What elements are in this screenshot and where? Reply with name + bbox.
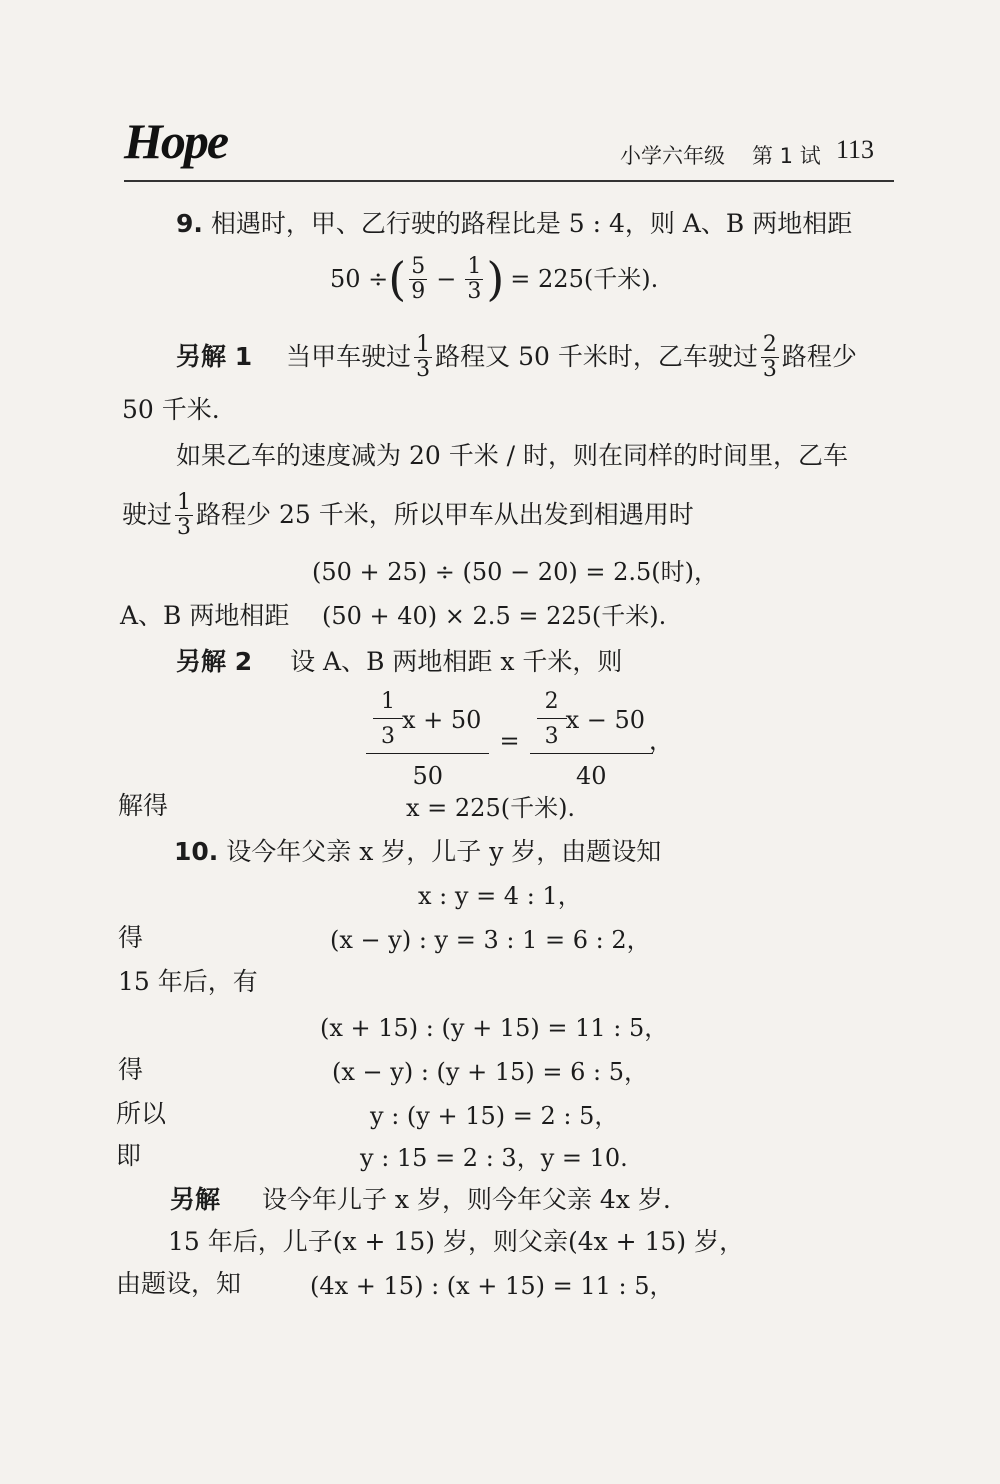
q10-eq1: x : y = 4 : 1，	[418, 882, 582, 910]
grade-label: 小学六年级	[620, 144, 725, 168]
numerator: 2	[544, 689, 559, 714]
fraction-1-3	[465, 255, 483, 304]
q10-eq4: (x − y) : (y + 15) = 6 : 5，	[332, 1058, 648, 1086]
comma: ，	[649, 727, 674, 755]
publisher-logo: Hope	[124, 113, 228, 169]
left-numerator	[370, 690, 485, 753]
page-number: 113	[836, 135, 875, 164]
numerator: 2	[762, 331, 777, 357]
q10-label4: 得	[118, 1055, 144, 1084]
right-denominator: 40	[530, 753, 653, 792]
alt1-label: 另解 1	[176, 342, 253, 371]
q10-intro	[174, 836, 661, 868]
denominator: 3	[373, 718, 403, 749]
left-denominator: 50	[366, 753, 489, 792]
q9-para2-line1: 如果乙车的速度减为 20 千米 / 时，则在同样的时间里，乙车	[176, 441, 849, 470]
q10-eq7: (4x + 15) : (x + 15) = 11 : 5，	[310, 1272, 674, 1300]
q9-calc1: (50 + 25) ÷ (50 − 20) = 2.5(时)，	[312, 558, 718, 586]
q10-label7: 由题设，知	[116, 1269, 242, 1298]
left-numerator-rest: x + 50	[402, 705, 482, 734]
q10-alt-label: 另解	[170, 1185, 221, 1214]
q10-alt-line	[170, 1184, 671, 1216]
q9-eq-right: = 225(千米).	[510, 265, 659, 293]
numerator: 1	[177, 489, 192, 515]
fraction-1-3	[377, 690, 399, 749]
alt2-label: 另解 2	[176, 647, 253, 676]
q9-calc2-label: A、B 两地相距	[120, 601, 290, 630]
right-numerator	[534, 690, 649, 753]
fraction-1-3	[175, 491, 193, 540]
para2-text-b: 驶过	[122, 500, 173, 529]
q9-alt2-equation	[370, 690, 673, 792]
fraction-2-3	[761, 333, 779, 382]
minus-sign: −	[436, 265, 457, 293]
q9-equation	[330, 246, 658, 312]
numerator: 1	[416, 331, 431, 357]
q10-eq5: y : (y + 15) = 2 : 5，	[370, 1102, 619, 1130]
alt1-text-c: 路程少	[781, 342, 857, 371]
q9-number: 9.	[176, 209, 203, 238]
solve-equation: x = 225(千米).	[406, 794, 576, 822]
q10-alt-text: 设今年儿子 x 岁，则今年父亲 4x 岁.	[261, 1185, 671, 1214]
header-rule	[124, 180, 894, 182]
denominator: 3	[467, 278, 482, 304]
q9-alt1-line	[176, 332, 857, 382]
denominator: 3	[762, 356, 777, 382]
denominator: 3	[177, 514, 192, 540]
q10-label5: 所以	[116, 1099, 167, 1128]
q10-label3: 15 年后，有	[118, 967, 258, 996]
numerator: 5	[411, 253, 426, 279]
alt1-text-d: 50 千米.	[122, 395, 220, 424]
exam-label: 第 1 试	[752, 144, 821, 168]
fraction-5-9	[409, 255, 427, 304]
numerator: 1	[467, 253, 482, 279]
alt2-text: 设 A、B 两地相距 x 千米，则	[290, 647, 623, 676]
fraction-1-3	[414, 333, 432, 382]
q9-eq-left: 50 ÷	[330, 265, 389, 293]
q10-label6: 即	[116, 1141, 142, 1170]
left-fraction	[370, 690, 485, 792]
q10-label2: 得	[118, 923, 144, 952]
alt1-text-b: 路程又 50 千米时，乙车驶过	[435, 342, 758, 371]
denominator: 3	[416, 356, 431, 382]
fraction-2-3	[541, 690, 563, 749]
solve-label: 解得	[118, 791, 169, 820]
q10-eq2: (x − y) : y = 3 : 1 = 6 : 2，	[330, 926, 651, 954]
para2-text-c: 路程少 25 千米，所以甲车从出发到相遇用时	[196, 500, 694, 529]
q9-intro	[176, 208, 852, 240]
q10-eq3: (x + 15) : (y + 15) = 11 : 5，	[320, 1014, 669, 1042]
right-fraction	[534, 690, 649, 792]
q10-para2: 15 年后，儿子(x + 15) 岁，则父亲(4x + 15) 岁，	[168, 1227, 745, 1256]
q10-eq6: y : 15 = 2 : 3，y = 10.	[360, 1144, 628, 1172]
alt1-text-a: 当甲车驶过	[286, 342, 412, 371]
q9-intro-text: 相遇时，甲、乙行驶的路程比是 5 : 4，则 A、B 两地相距	[210, 209, 853, 238]
q9-para2-line2	[122, 490, 694, 540]
q9-calc2: (50 + 40) × 2.5 = 225(千米).	[322, 602, 667, 630]
numerator: 1	[381, 689, 395, 714]
q10-intro-text: 设今年父亲 x 岁，儿子 y 岁，由题设知	[226, 837, 662, 866]
open-paren: (	[388, 252, 407, 306]
right-numerator-rest: x − 50	[565, 705, 646, 734]
denominator: 9	[411, 278, 426, 304]
denominator: 3	[537, 718, 567, 749]
q10-number: 10.	[174, 837, 219, 866]
q9-alt2-line	[176, 646, 622, 678]
close-paren: )	[486, 252, 505, 306]
equals-sign: =	[499, 727, 520, 755]
